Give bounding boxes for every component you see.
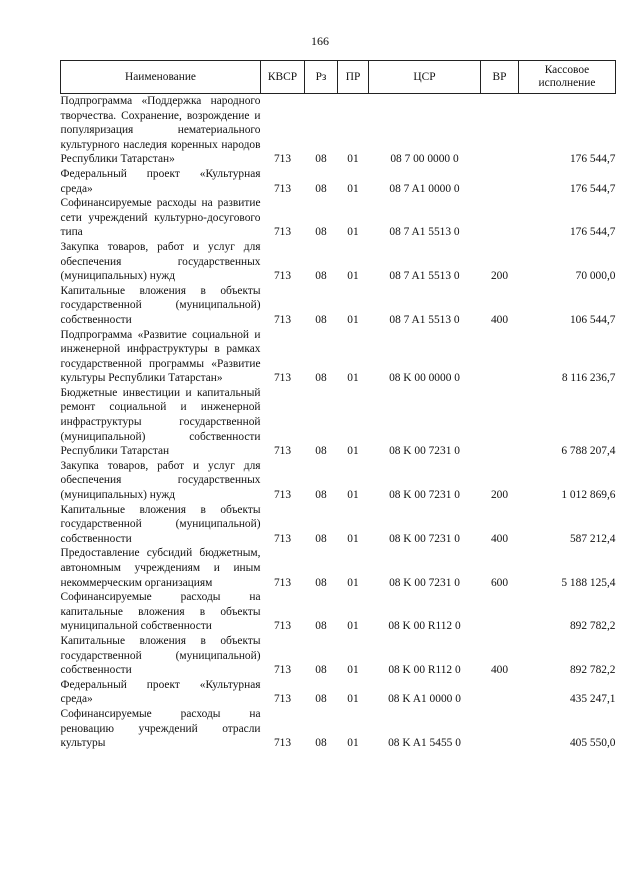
cell-rz: 08 bbox=[315, 226, 327, 239]
cell-amount: 176 544,7 bbox=[569, 153, 616, 166]
table-row bbox=[61, 678, 616, 707]
cell-rz: 08 bbox=[315, 532, 327, 545]
cell-amount: 176 544,7 bbox=[569, 226, 616, 239]
table-row bbox=[61, 196, 616, 240]
table-row bbox=[61, 546, 616, 590]
cell-rz: 08 bbox=[315, 737, 327, 750]
header-pr: ПР bbox=[338, 61, 369, 94]
table-row bbox=[61, 459, 616, 503]
table-row bbox=[61, 328, 616, 386]
table-row bbox=[61, 634, 616, 678]
cell-csr: 08 K 00 R112 0 bbox=[388, 620, 461, 633]
cell-vr: 600 bbox=[490, 576, 509, 589]
cell-name: Федеральный проект «Культурная среда» bbox=[60, 167, 261, 195]
table-row bbox=[61, 284, 616, 328]
cell-kvsr: 713 bbox=[273, 664, 292, 677]
cell-name: Закупка товаров, работ и услуг для обеспечения государственных (муниципальных) нужд bbox=[60, 459, 261, 502]
cell-csr: 08 7 A1 5513 0 bbox=[389, 313, 460, 326]
cell-amount: 6 788 207,4 bbox=[561, 445, 616, 458]
cell-name: Закупка товаров, работ и услуг для обеспечения государственных (муниципальных) нужд bbox=[60, 240, 261, 283]
cell-amount: 8 116 236,7 bbox=[561, 372, 616, 385]
cell-rz: 08 bbox=[315, 576, 327, 589]
cell-csr: 08 K 00 7231 0 bbox=[389, 532, 460, 545]
cell-csr: 08 K 00 7231 0 bbox=[389, 445, 460, 458]
cell-rz: 08 bbox=[315, 313, 327, 326]
cell-pr: 01 bbox=[347, 445, 359, 458]
cell-amount: 892 782,2 bbox=[569, 620, 616, 633]
cell-amount: 435 247,1 bbox=[569, 693, 616, 706]
cell-kvsr: 713 bbox=[273, 489, 292, 502]
cell-pr: 01 bbox=[347, 270, 359, 283]
cell-pr: 01 bbox=[347, 664, 359, 677]
cell-vr bbox=[481, 678, 519, 707]
cell-rz: 08 bbox=[315, 182, 327, 195]
cell-name: Софинансируемые расходы на реновацию учреждений отрасли культуры bbox=[60, 707, 261, 750]
cell-kvsr: 713 bbox=[273, 270, 292, 283]
cell-name: Подпрограмма «Поддержка народного творчества. Сохранение, возрождение и популяризация нематериального культурного наследия коренных народов Республики Татарстан» bbox=[60, 95, 261, 166]
cell-kvsr: 713 bbox=[273, 693, 292, 706]
cell-pr: 01 bbox=[347, 620, 359, 633]
cell-name: Бюджетные инвестиции и капитальный ремонт социальной и инженерной инфраструктуры государственной (муниципальной) собственности Республики Татарстан bbox=[60, 386, 261, 458]
cell-csr: 08 K A1 5455 0 bbox=[388, 737, 461, 750]
table-row bbox=[61, 503, 616, 547]
cell-amount: 892 782,2 bbox=[569, 664, 616, 677]
cell-amount: 106 544,7 bbox=[569, 313, 616, 326]
cell-csr: 08 7 A1 0000 0 bbox=[389, 182, 460, 195]
cell-name: Капитальные вложения в объекты государственной (муниципальной) собственности bbox=[60, 634, 261, 677]
cell-kvsr: 713 bbox=[273, 372, 292, 385]
header-vr: ВР bbox=[481, 61, 519, 94]
cell-pr: 01 bbox=[347, 153, 359, 166]
cell-pr: 01 bbox=[347, 532, 359, 545]
cell-vr bbox=[481, 590, 519, 634]
cell-amount: 1 012 869,6 bbox=[561, 489, 616, 502]
table-row bbox=[61, 707, 616, 751]
cell-kvsr: 713 bbox=[273, 532, 292, 545]
cell-rz: 08 bbox=[315, 693, 327, 706]
cell-rz: 08 bbox=[315, 270, 327, 283]
header-kvsr: КВСР bbox=[261, 61, 305, 94]
cell-kvsr: 713 bbox=[273, 226, 292, 239]
cell-amount: 405 550,0 bbox=[569, 737, 616, 750]
cell-vr bbox=[481, 386, 519, 459]
cell-vr bbox=[481, 167, 519, 196]
cell-vr: 200 bbox=[490, 270, 509, 283]
cell-name: Капитальные вложения в объекты государственной (муниципальной) собственности bbox=[60, 284, 261, 326]
cell-kvsr: 713 bbox=[273, 445, 292, 458]
cell-name: Федеральный проект «Культурная среда» bbox=[60, 678, 261, 706]
cell-csr: 08 7 00 0000 0 bbox=[390, 153, 459, 166]
table-row bbox=[61, 240, 616, 284]
cell-vr: 200 bbox=[490, 489, 509, 502]
cell-pr: 01 bbox=[347, 372, 359, 385]
table-header-row bbox=[61, 61, 616, 94]
cell-csr: 08 K A1 0000 0 bbox=[388, 693, 461, 706]
cell-pr: 01 bbox=[347, 182, 359, 195]
cell-name: Софинансируемые расходы на развитие сети учреждений культурно-досугового типа bbox=[60, 197, 261, 239]
cell-csr: 08 K 00 7231 0 bbox=[389, 489, 460, 502]
cell-pr: 01 bbox=[347, 313, 359, 326]
budget-table bbox=[60, 60, 616, 751]
header-csr: ЦСР bbox=[369, 61, 481, 94]
cell-pr: 01 bbox=[347, 226, 359, 239]
cell-rz: 08 bbox=[315, 445, 327, 458]
cell-csr: 08 K 00 7231 0 bbox=[389, 576, 460, 589]
cell-kvsr: 713 bbox=[273, 153, 292, 166]
cell-vr bbox=[481, 94, 519, 167]
cell-amount: 5 188 125,4 bbox=[561, 576, 616, 589]
cell-pr: 01 bbox=[347, 576, 359, 589]
cell-vr: 400 bbox=[490, 313, 509, 326]
cell-rz: 08 bbox=[315, 664, 327, 677]
cell-rz: 08 bbox=[315, 489, 327, 502]
cell-rz: 08 bbox=[315, 372, 327, 385]
cell-amount: 587 212,4 bbox=[569, 532, 616, 545]
header-rz: Рз bbox=[305, 61, 338, 94]
cell-name: Подпрограмма «Развитие социальной и инженерной инфраструктуры в рамках государственной программы «Развитие культуры Республики Татарстан» bbox=[60, 328, 261, 385]
cell-name: Софинансируемые расходы на капитальные вложения в объекты муниципальной собственности bbox=[60, 591, 261, 633]
cell-rz: 08 bbox=[315, 620, 327, 633]
table-row bbox=[61, 590, 616, 634]
cell-rz: 08 bbox=[315, 153, 327, 166]
cell-kvsr: 713 bbox=[273, 313, 292, 326]
cell-vr: 400 bbox=[490, 664, 509, 677]
cell-amount: 176 544,7 bbox=[569, 182, 616, 195]
cell-csr: 08 K 00 0000 0 bbox=[389, 372, 460, 385]
cell-vr: 400 bbox=[490, 532, 509, 545]
cell-pr: 01 bbox=[347, 737, 359, 750]
cell-pr: 01 bbox=[347, 693, 359, 706]
cell-kvsr: 713 bbox=[273, 620, 292, 633]
cell-kvsr: 713 bbox=[273, 576, 292, 589]
table-row bbox=[61, 167, 616, 196]
cell-csr: 08 7 A1 5513 0 bbox=[389, 226, 460, 239]
table-row bbox=[61, 94, 616, 167]
cell-name: Предоставление субсидий бюджетным, автономным учреждениям и иным некоммерческим организациям bbox=[60, 547, 261, 589]
header-kassovoe: Кассовое исполнение bbox=[519, 61, 616, 94]
cell-csr: 08 7 A1 5513 0 bbox=[389, 270, 460, 283]
cell-csr: 08 K 00 R112 0 bbox=[388, 664, 461, 677]
table-row bbox=[61, 386, 616, 459]
cell-kvsr: 713 bbox=[273, 182, 292, 195]
cell-name: Капитальные вложения в объекты государственной (муниципальной) собственности bbox=[60, 503, 261, 545]
cell-amount: 70 000,0 bbox=[575, 270, 616, 283]
cell-vr bbox=[481, 328, 519, 386]
header-name: Наименование bbox=[61, 61, 261, 94]
cell-vr bbox=[481, 196, 519, 240]
cell-vr bbox=[481, 707, 519, 751]
page-number: 166 bbox=[311, 34, 329, 48]
cell-kvsr: 713 bbox=[273, 737, 292, 750]
cell-pr: 01 bbox=[347, 489, 359, 502]
